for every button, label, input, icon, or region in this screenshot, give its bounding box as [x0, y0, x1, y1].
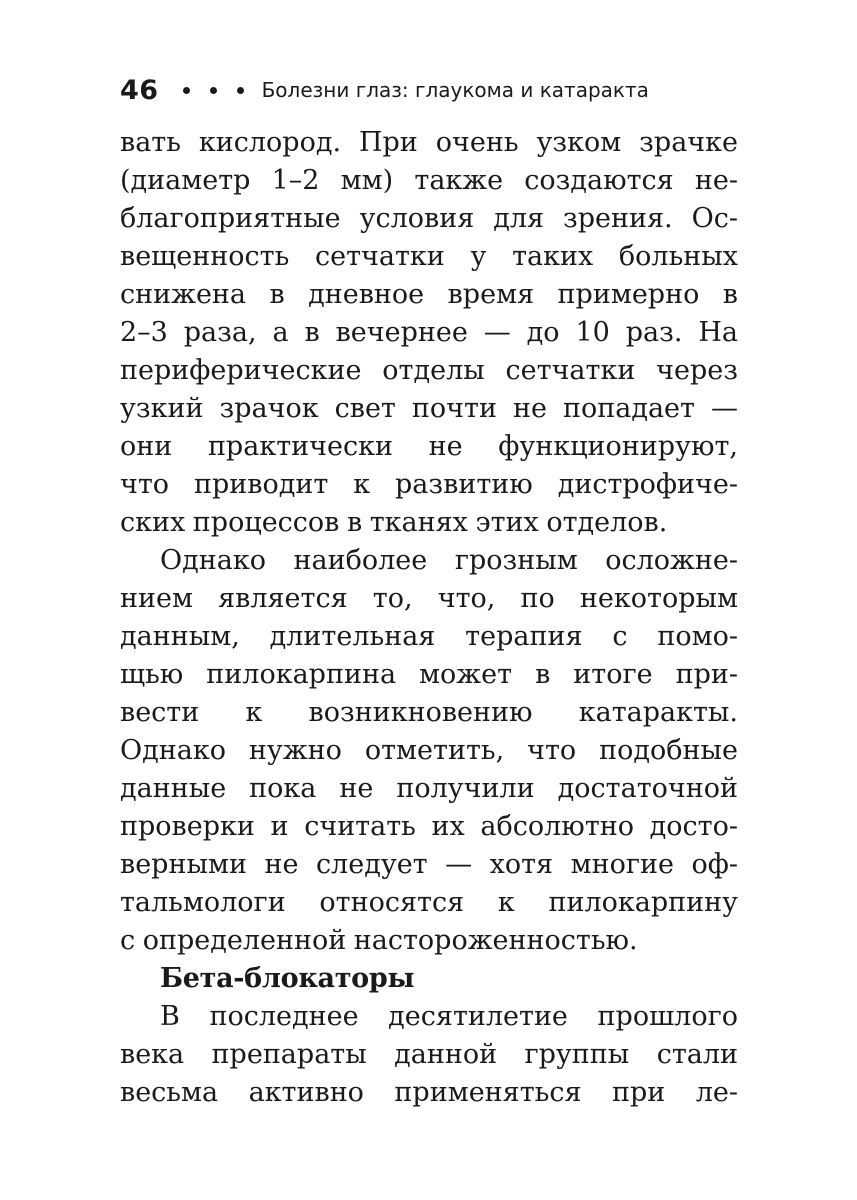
text-line: верными не следует — хотя многие оф- — [120, 849, 738, 880]
running-title: Болезни глаз: глаукома и катаракта — [261, 78, 649, 102]
section-heading: Бета-блокаторы — [160, 963, 415, 994]
bullet-dot-icon — [210, 87, 217, 94]
text-line: что приводит к развитию дистрофиче- — [120, 469, 738, 500]
bullet-dot-icon — [183, 87, 190, 94]
body-text — [120, 124, 738, 1112]
text-line: щью пилокарпина может в итоге при- — [120, 659, 738, 690]
text-line: тальмологи относятся к пилокарпину — [120, 887, 738, 918]
text-line: они практически не функционируют, — [120, 431, 738, 462]
text-line: (диаметр 1–2 мм) также создаются не- — [120, 165, 738, 196]
text-line: вещенность сетчатки у таких больных — [120, 241, 738, 272]
text-line: века препараты данной группы стали — [120, 1039, 738, 1070]
text-line: данным, длительная терапия с помо- — [120, 621, 738, 652]
page-number: 46 — [120, 74, 159, 106]
text-line: весьма активно применяться при ле- — [120, 1077, 738, 1108]
text-line: снижена в дневное время примерно в — [120, 279, 738, 310]
text-line: узкий зрачок свет почти не попадает — — [120, 393, 738, 424]
text-line: данные пока не получили достаточной — [120, 773, 738, 804]
paragraph-2 — [120, 542, 738, 960]
running-head — [120, 70, 738, 110]
text-line: периферические отделы сетчатки через — [120, 355, 738, 386]
text-line: 2–3 раза, а в вечернее — до 10 раз. На — [120, 317, 738, 348]
text-line: благоприятные условия для зрения. Ос- — [120, 203, 738, 234]
text-line: Однако наиболее грозным осложне- — [160, 545, 738, 576]
text-line: ских процессов в тканях этих отделов. — [120, 507, 668, 538]
text-line: проверки и считать их абсолютно досто- — [120, 811, 738, 842]
text-line: с определенной настороженностью. — [120, 925, 638, 956]
book-page — [120, 70, 738, 1112]
text-line: вать кислород. При очень узком зрачке — [120, 127, 738, 158]
text-line: нием является то, что, по некоторым — [120, 583, 738, 614]
text-line: вести к возникновению катаракты. — [120, 697, 738, 728]
paragraph-1 — [120, 124, 738, 542]
paragraph-3 — [120, 998, 738, 1112]
text-line: Однако нужно отметить, что подобные — [120, 735, 738, 766]
text-line: В последнее десятилетие прошлого — [160, 1001, 738, 1032]
header-dots-ornament — [183, 87, 244, 94]
bullet-dot-icon — [237, 87, 244, 94]
